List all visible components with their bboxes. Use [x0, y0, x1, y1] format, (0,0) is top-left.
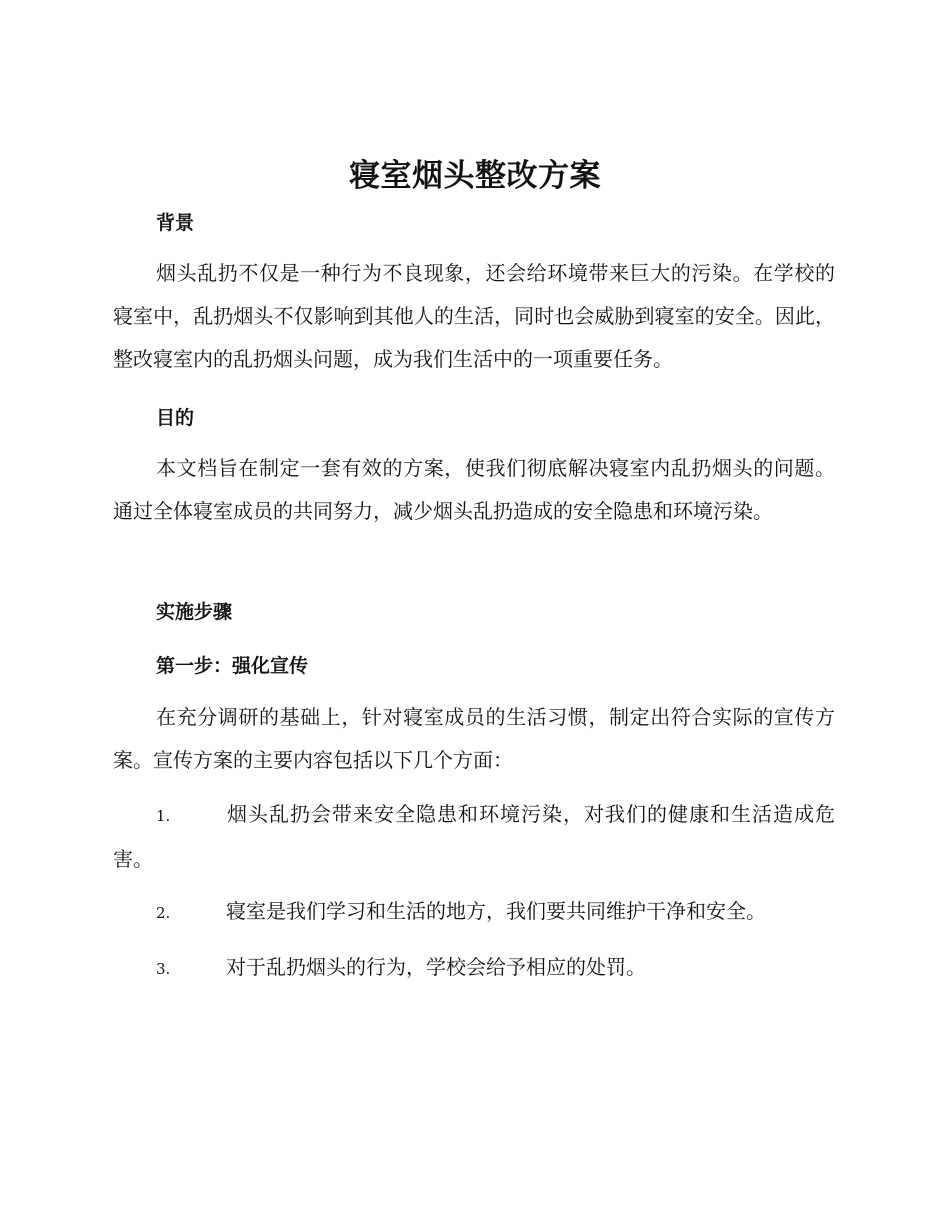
- paragraph-step1: 在充分调研的基础上，针对寝室成员的生活习惯，制定出符合实际的宣传方案。宣传方案的主要内容包括以下几个方面：: [113, 705, 835, 772]
- list-item-number: 2.: [156, 904, 171, 922]
- list-item: [113, 946, 835, 991]
- list-item-text: 对于乱扔烟头的行为，学校会给予相应的处罚。: [226, 955, 646, 979]
- list-item-number: 1.: [156, 807, 171, 825]
- section-heading-background: 背景: [156, 212, 195, 234]
- list-item-text: 寝室是我们学习和生活的地方，我们要共同维护干净和安全。: [226, 899, 766, 923]
- section-heading-steps: 实施步骤: [156, 601, 233, 623]
- step1-heading: 第一步：强化宣传: [156, 655, 309, 677]
- list-item-number: 3.: [156, 960, 171, 978]
- paragraph-background: 烟头乱扔不仅是一种行为不良现象，还会给环境带来巨大的污染。在学校的寝室中，乱扔烟头不仅影响到其他人的生活，同时也会威胁到寝室的安全。因此，整改寝室内的乱扔烟头问题，成为我们生活中的一项重要任务。: [113, 261, 835, 371]
- list-item: [113, 793, 835, 881]
- paragraph-purpose: 本文档旨在制定一套有效的方案，使我们彻底解决寝室内乱扔烟头的问题。通过全体寝室成员的共同努力，减少烟头乱扔造成的安全隐患和环境污染。: [113, 456, 835, 523]
- document-title: 寝室烟头整改方案: [349, 158, 601, 194]
- list-item: [113, 890, 835, 935]
- list-item-text: 烟头乱扔会带来安全隐患和环境污染，对我们的健康和生活造成危害。: [113, 802, 835, 871]
- section-heading-purpose: 目的: [156, 407, 195, 429]
